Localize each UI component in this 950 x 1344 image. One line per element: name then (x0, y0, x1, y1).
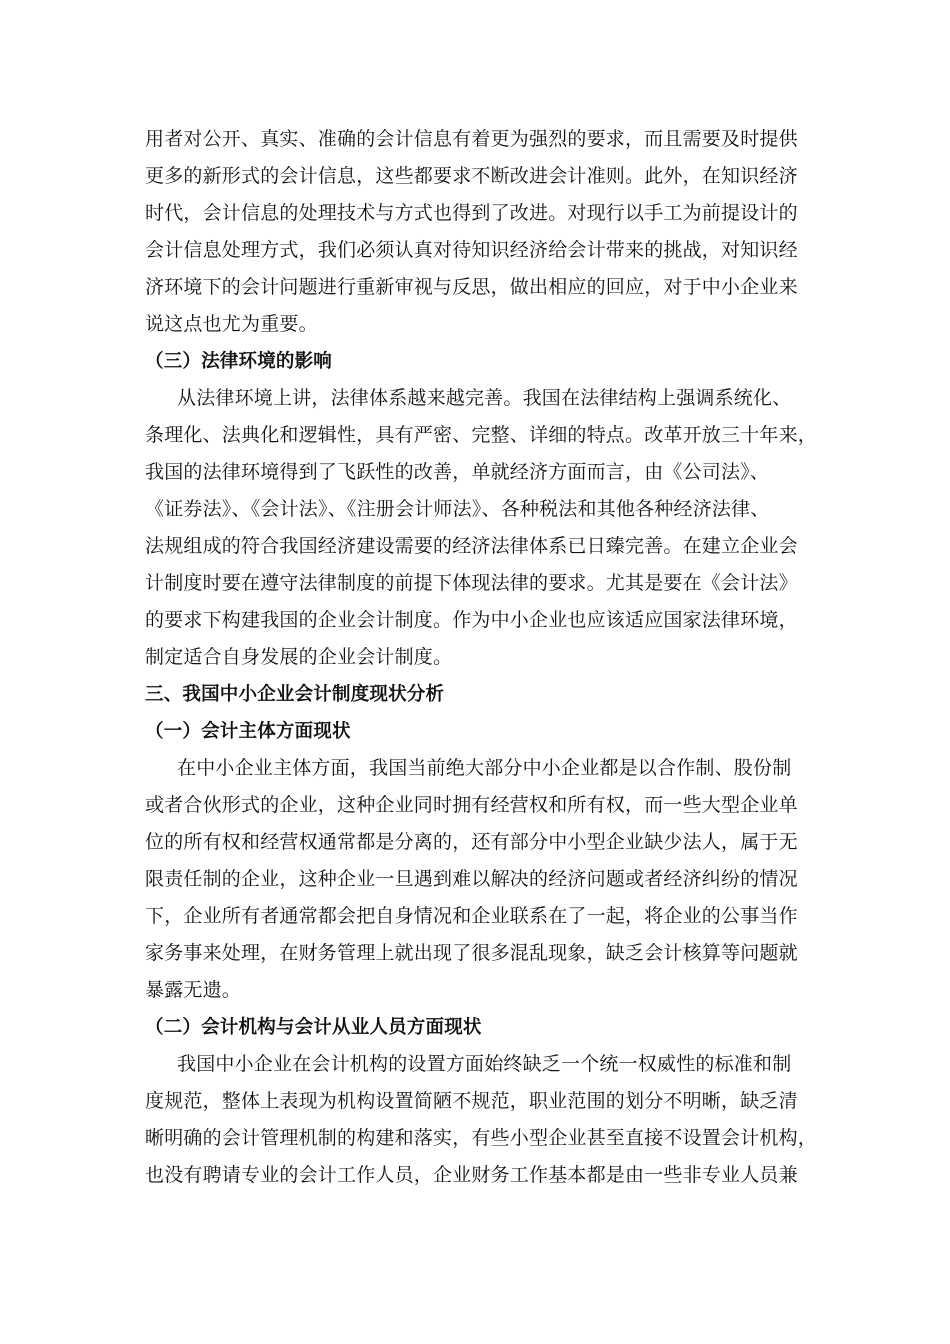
paragraph-accounting-organization (145, 1046, 825, 1194)
text-line: 更多的新形式的会计信息，这些都要求不断改进会计准则。此外，在知识经济 (145, 165, 798, 187)
text-line: 位的所有权和经营权通常都是分离的，还有部分中小型企业缺少法人，属于无 (145, 831, 798, 853)
text-line: 时代，会计信息的处理技术与方式也得到了改进。对现行以手工为前提设计的 (145, 202, 798, 224)
text-line: 限责任制的企业，这种企业一旦遇到难以解决的经济问题或者经济纠纷的情况 (145, 868, 798, 890)
text-line: 用者对公开、真实、准确的会计信息有着更为强烈的要求，而且需要及时提供 (145, 128, 798, 150)
text-line: 条理化、法典化和逻辑性，具有严密、完整、详细的特点。改革开放三十年来， (145, 424, 818, 446)
text-line: 我国中小企业在会计机构的设置方面始终缺乏一个统一权威性的标准和制 (177, 1053, 792, 1075)
document-body (145, 121, 825, 1194)
heading-section-three: 三、我国中小企业会计制度现状分析 (145, 684, 445, 705)
paragraph-law-environment (145, 380, 825, 676)
text-line: 下，企业所有者通常都会把自身情况和企业联系在了一起，将企业的公事当作 (145, 905, 798, 927)
text-line: 家务事来处理，在财务管理上就出现了很多混乱现象，缺乏会计核算等问题就 (145, 942, 798, 964)
text-line: 暴露无遗。 (145, 979, 242, 1001)
text-line: 说这点也尤为重要。 (145, 313, 318, 335)
text-line: 晰明确的会计管理机制的构建和落实，有些小型企业甚至直接不设置会计机构， (145, 1127, 818, 1149)
text-line: 也没有聘请专业的会计工作人员，企业财务工作基本都是由一些非专业人员兼 (145, 1164, 798, 1186)
text-line: 制定适合自身发展的企业会计制度。 (145, 646, 453, 668)
paragraph-accounting-subject (145, 750, 825, 1009)
text-line: 或者合伙形式的企业，这种企业同时拥有经营权和所有权，而一些大型企业单 (145, 794, 798, 816)
text-line: 的要求下构建我国的企业会计制度。作为中小企业也应该适应国家法律环境， (145, 609, 798, 631)
text-line: 会计信息处理方式，我们必须认真对待知识经济给会计带来的挑战，对知识经 (145, 239, 798, 261)
heading-law-environment: （三）法律环境的影响 (145, 351, 333, 372)
paragraph-knowledge-economy (145, 121, 825, 343)
heading-accounting-subject: （一）会计主体方面现状 (145, 721, 351, 742)
heading-accounting-organization: （二）会计机构与会计从业人员方面现状 (145, 1017, 482, 1038)
text-line: 从法律环境上讲，法律体系越来越完善。我国在法律结构上强调系统化、 (177, 387, 792, 409)
text-line: 我国的法律环境得到了飞跃性的改善，单就经济方面而言，由《公司法》、 (145, 461, 770, 483)
text-line: 在中小企业主体方面，我国当前绝大部分中小企业都是以合作制、股份制 (177, 757, 792, 779)
text-line: 法规组成的符合我国经济建设需要的经济法律体系已日臻完善。在建立企业会 (145, 535, 798, 557)
text-line: 《证券法》、《会计法》、《注册会计师法》、各种税法和其他各种经济法律、 (145, 498, 770, 520)
text-line: 度规范，整体上表现为机构设置简陋不规范，职业范围的划分不明晰，缺乏清 (145, 1090, 798, 1112)
text-line: 济环境下的会计问题进行重新审视与反思，做出相应的回应，对于中小企业来 (145, 276, 798, 298)
text-line: 计制度时要在遵守法律制度的前提下体现法律的要求。尤其是要在《会计法》 (145, 572, 798, 594)
